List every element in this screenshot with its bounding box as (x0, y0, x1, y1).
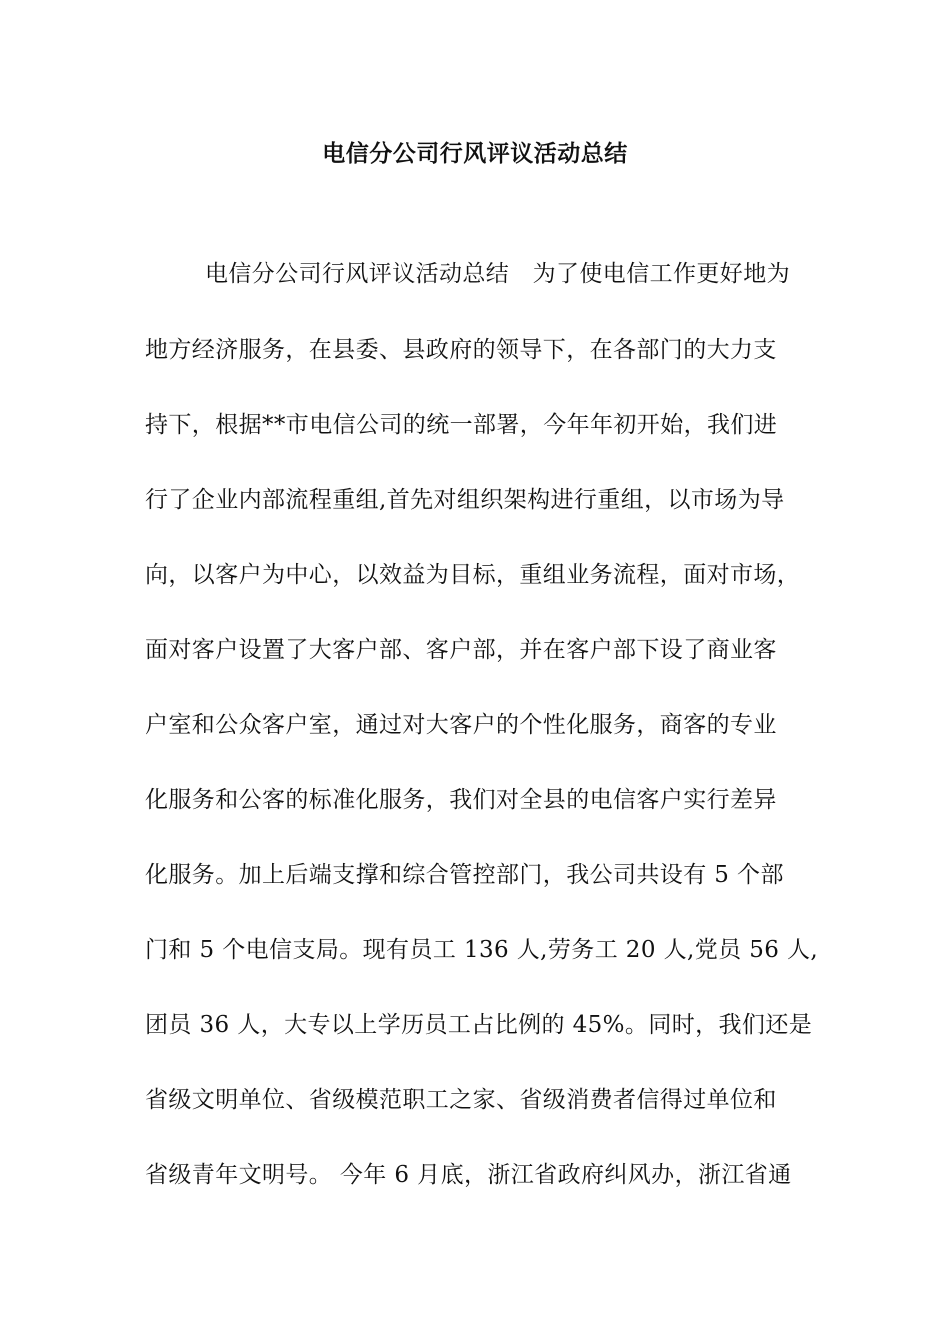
paragraph-line-9: 化服务。加上后端支撑和综合管控部门，我公司共设有 5 个部 (145, 862, 784, 888)
paragraph-line-11: 团员 36 人，大专以上学历员工占比例的 45%。同时，我们还是 (145, 1012, 813, 1038)
paragraph-line-10: 门和 5 个电信支局。现有员工 136 人,劳务工 20 人,党员 56 人, (145, 937, 819, 963)
paragraph-line-5: 向，以客户为中心，以效益为目标，重组业务流程，面对市场， (145, 562, 801, 588)
paragraph-line-7: 户室和公众客户室，通过对大客户的个性化服务，商客的专业 (145, 712, 777, 738)
paragraph-line-12: 省级文明单位、省级模范职工之家、省级消费者信得过单位和 (145, 1087, 777, 1113)
paragraph-line-6: 面对客户设置了大客户部、客户部，并在客户部下设了商业客 (145, 637, 777, 663)
paragraph-line-2: 地方经济服务，在县委、县政府的领导下，在各部门的大力支 (145, 337, 777, 363)
paragraph-line-1: 电信分公司行风评议活动总结 为了使电信工作更好地为 (205, 261, 790, 287)
paragraph-line-13: 省级青年文明号。 今年 6 月底，浙江省政府纠风办，浙江省通 (145, 1162, 792, 1188)
paragraph-line-3: 持下，根据**市电信公司的统一部署，今年年初开始，我们进 (145, 412, 778, 438)
document-title: 电信分公司行风评议活动总结 (322, 140, 628, 167)
paragraph-line-8: 化服务和公客的标准化服务，我们对全县的电信客户实行差异 (145, 787, 777, 813)
paragraph-line-4: 行了企业内部流程重组,首先对组织架构进行重组，以市场为导 (145, 487, 785, 513)
